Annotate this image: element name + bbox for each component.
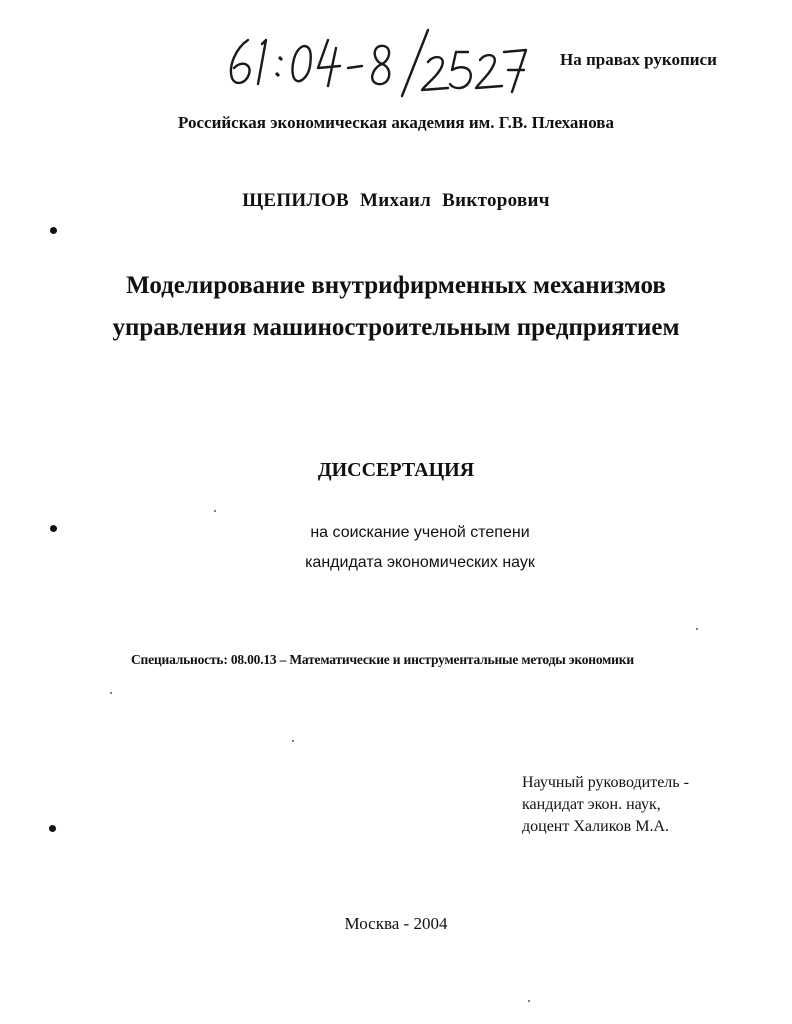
handwritten-archive-number bbox=[222, 22, 532, 100]
thesis-title-line-2: управления машиностроительным предприятием bbox=[112, 314, 680, 341]
degree-line-2: кандидата экономических наук bbox=[305, 554, 535, 571]
degree-line-1: на соискание ученой степени bbox=[310, 524, 530, 541]
scan-speck bbox=[110, 692, 112, 694]
binding-mark bbox=[49, 226, 58, 235]
author-name: ЩЕПИЛОВ Михаил Викторович bbox=[242, 190, 550, 211]
document-type: ДИССЕРТАЦИЯ bbox=[317, 459, 475, 481]
city-year: Москва - 2004 bbox=[344, 914, 448, 933]
scan-speck bbox=[528, 1000, 530, 1002]
scan-speck bbox=[292, 740, 294, 742]
supervisor-line-2: кандидат экон. наук, bbox=[522, 796, 661, 813]
supervisor-line-3: доцент Халиков М.А. bbox=[522, 818, 669, 835]
thesis-title-line-1: Моделирование внутрифирменных механизмов bbox=[126, 272, 666, 299]
supervisor-line-1: Научный руководитель - bbox=[522, 774, 689, 791]
institution-name: Российская экономическая академия им. Г.В. Плеханова bbox=[178, 113, 614, 132]
binding-mark bbox=[49, 524, 58, 533]
supervisor-block bbox=[522, 772, 689, 838]
rights-note: На правах рукописи bbox=[560, 50, 717, 69]
binding-mark bbox=[48, 824, 57, 833]
scan-speck bbox=[214, 510, 216, 512]
scan-speck bbox=[696, 628, 698, 630]
specialty: Специальность: 08.00.13 – Математические и инструментальные методы экономики bbox=[131, 652, 634, 667]
